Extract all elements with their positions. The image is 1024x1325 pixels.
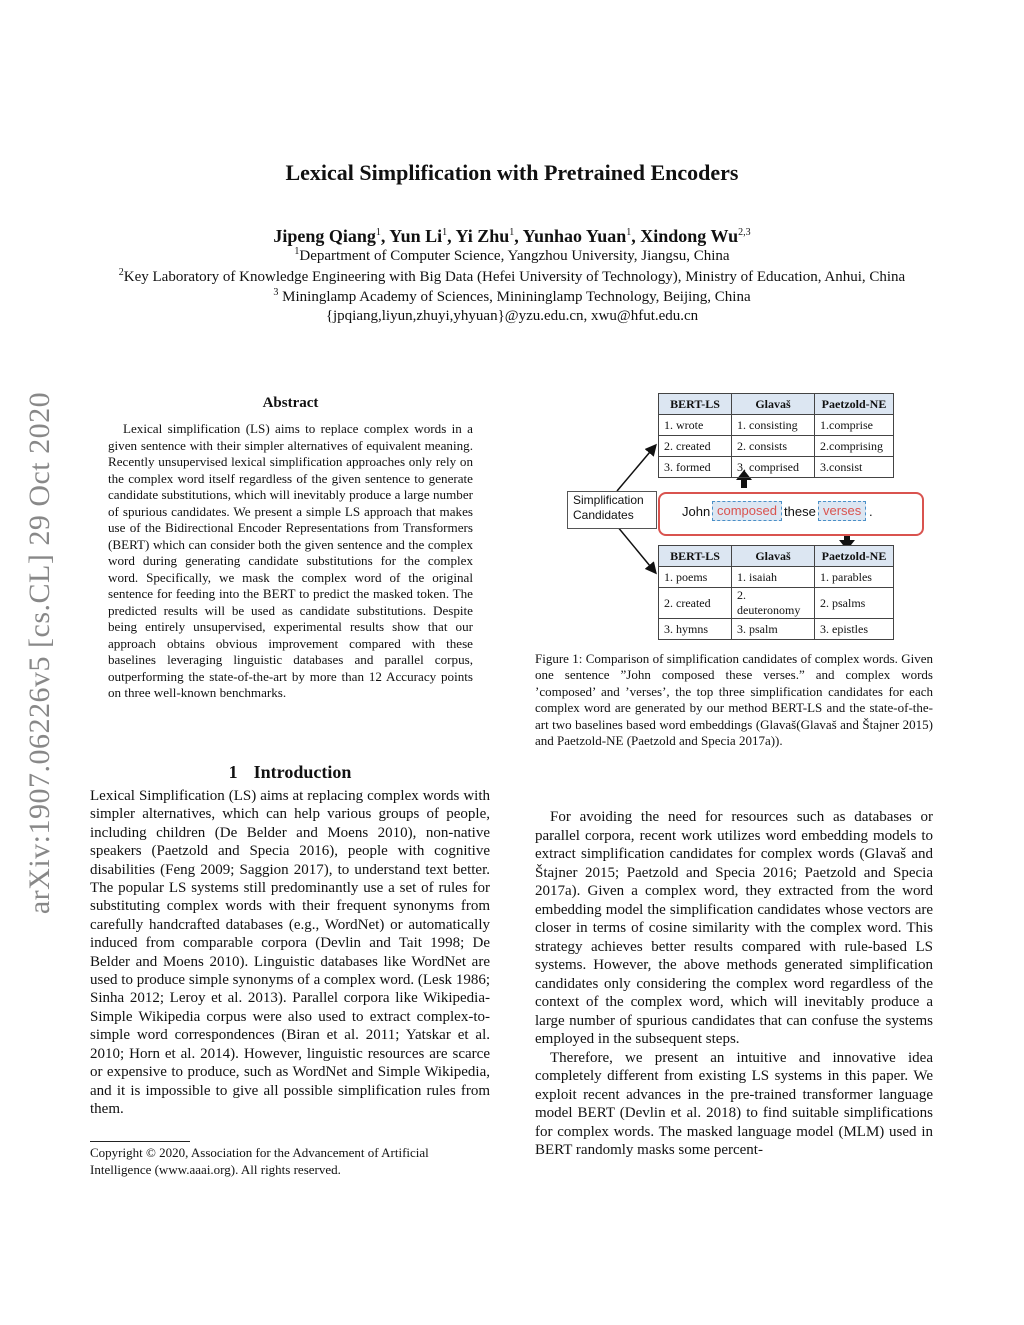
affiliation-3: $^3$ Mininglamp Academy of Sciences, Minininglamp Technology, Beijing, China: [273, 287, 751, 305]
author-name: Jipeng Qiang: [273, 226, 376, 246]
author-list: Jipeng Qiang$^1$, Yun Li$^1$, Yi Zhu$^1$, Yunhao Yuan$^1$, Xindong Wu$^{2,3}$: [273, 226, 751, 246]
paragraph: For avoiding the need for resources such as databases or parallel corpora, recent work utilizes word embedding models to extract simplification candidates for complex words (Glavaš and Štajner 2015; Paetzold and Specia 2016; Paetzold and Specia 2017a). Given a complex word, they extracted from the word embedding model the simplification candidates whose vectors are closer in terms of cosine similarity with the complex word. This strategy achieves better results compared with rule-based LS systems. However, the above methods generated simplification candidates only considering the complex word regardless of the context of the complex word, which will inevitably produce a large number of spurious candidates that can confuse the systems employed in the subsequent steps.: [535, 809, 933, 1047]
section-number: 1: [228, 762, 238, 782]
section-title: Introduction: [253, 762, 352, 782]
col-header: Paetzold-NE: [815, 394, 894, 415]
author-name: Xindong Wu: [640, 226, 739, 246]
table-row: 1. wrote 1. consisting 1.comprise: [659, 415, 894, 436]
table-row: 2. created 2. deuteronomy 2. psalms: [659, 588, 894, 619]
affiliation-1: $^1$Department of Computer Science, Yangzhou University, Jiangsu, China: [294, 246, 730, 264]
arrow-to-top-table: [617, 446, 655, 491]
top-candidates-table: [658, 393, 894, 478]
paragraph: Therefore, we present an intuitive and innovative idea completely different from existing LS systems in this paper. We exploit recent advances in the pre-trained transformer language model BERT (Devlin et al. 2018) to find suitable simplifications for complex words. The masked language model (MLM) used in BERT randomly masks some percent-: [535, 1049, 933, 1158]
intro-text: Lexical Simplification (LS) aims at replacing complex words with simpler alternatives, which can help various groups of people, including children (De Belder and Moens 2010), non-native speakers (Paetzold and Specia 2016), people with cognitive disabilities (Feng 2009; Saggion 2017), to understand text better. The popular LS systems still predominantly use a set of rules for substituting complex words with their frequent synonyms from carefully handcrafted databases (e.g., WordNet) or automatically induced from comparable corpora (Devlin and Tait 1998; De Belder and Moens 2010). Linguistic databases like WordNet are used to produce simple synonyms of a complex word. (Lesk 1986; Sinha 2012; Leroy et al. 2013). Parallel corpora like Wikipedia-Simple Wikipedia corpus were also used to extract complex-to-simple word correspondences (Biran et al. 2011; Yatskar et al. 2010; Horn et al. 2014). However, linguistic resources are scarce or expensive to produce, such as WordNet and Simple Wikipedia, and it is impossible to give all possible simplification rules from them.: [90, 788, 490, 1117]
table-row: 2. created 2. consists 2.comprising: [659, 436, 894, 457]
col-header: Glavaš: [732, 546, 815, 567]
simplification-candidates-label: Simplification Candidates: [567, 491, 657, 529]
col-header: BERT-LS: [659, 546, 732, 567]
abstract-text: Lexical simplification (LS) aims to replace complex words in a given sentence with their simpler alternatives of equivalent meaning. Recently unsupervised lexical simplification approaches only rely on the complex word itself regardless of the given sentence to generate candidate substitutions, which will inevitably produce a large number of spurious candidates. We present a simple LS approach that makes use of the Bidirectional Encoder Representations from Transformers (BERT) which can consider both the given sentence and the complex word during generating candidate substitutions for the complex word. Specifically, we mask the complex word of the original sentence for feeding into the BERT to predict the masked token. The predicted results will be used as candidate substitutions. Despite being entirely unsupervised, experimental results show that our approach obtains obvious improvement compared with these baselines leveraging linguistic databases and parallel corpus, outperforming the state-of-the-art by more than 12 Accuracy points on three well-known benchmarks.: [108, 421, 473, 700]
table-row: 1. poems 1. isaiah 1. parables: [659, 567, 894, 588]
paper-title: Lexical Simplification with Pretrained Encoders: [285, 160, 739, 185]
footnote-rule: [90, 1141, 190, 1142]
sentence-word: John: [682, 504, 711, 519]
col-header: Paetzold-NE: [815, 546, 894, 567]
section-heading: [90, 762, 490, 783]
arxiv-stamp: arXiv:1907.06226v5 [cs.CL] 29 Oct 2020: [23, 391, 56, 915]
example-sentence: [658, 492, 924, 536]
bottom-candidates-table: [658, 545, 894, 640]
author-name: Yun Li: [389, 226, 443, 246]
affiliation-2: $^2$Key Laboratory of Knowledge Engineering with Big Data (Hefei University of Technology), Ministry of Education, Anhui, China: [118, 267, 906, 285]
arrow-to-bottom-table: [617, 526, 655, 572]
col-header: BERT-LS: [659, 394, 732, 415]
sentence-word: these: [784, 504, 816, 519]
author-emails: {jpqiang,liyun,zhuyi,yhyuan}@yzu.edu.cn, xwu@hfut.edu.cn: [325, 308, 699, 324]
complex-word: composed: [712, 501, 782, 521]
complex-word: verses: [818, 501, 866, 521]
figure-caption: Figure 1: Comparison of simplification candidates of complex words. Given one sentence ”John composed these verses.” and complex words ’composed’ and ’verses’, the top three simplification candidates for each complex word are generated by our method BERT-LS and the state-of-the-art two baselines based word embeddings (Glavaš(Glavaš and Štajner 2015) and Paetzold-NE (Paetzold and Specia 2017a)).: [535, 651, 933, 749]
abstract-heading: Abstract: [262, 395, 319, 411]
sentence-period: .: [869, 504, 873, 519]
author-name: Yi Zhu: [455, 226, 510, 246]
table-row: 3. hymns 3. psalm 3. epistles: [659, 619, 894, 640]
right-column-text: [535, 808, 933, 1160]
figure-1: [565, 390, 935, 640]
col-header: Glavaš: [732, 394, 815, 415]
table-row: 3. formed 3. comprised 3.consist: [659, 457, 894, 478]
author-name: Yunhao Yuan: [522, 226, 627, 246]
copyright-footnote: Copyright © 2020, Association for the Advancement of Artificial Intelligence (www.aaai.org). All rights reserved.: [90, 1145, 429, 1177]
